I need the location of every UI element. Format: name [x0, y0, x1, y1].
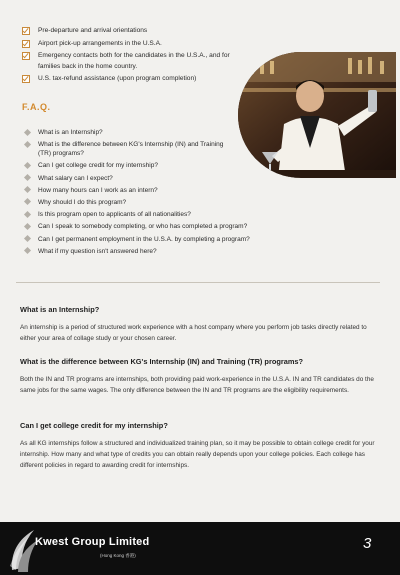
faq-item [24, 210, 354, 219]
faq-item-text: Can I get college credit for my internship? [38, 162, 158, 170]
faq-item-text: Why should I do this program? [38, 198, 127, 206]
answer-section [20, 357, 382, 396]
diamond-bullet-icon [24, 211, 31, 218]
faq-item-text: Can I get permanent employment in the U.S.A. by completing a program? [38, 235, 250, 243]
faq-item-text: What salary can I expect? [38, 174, 113, 182]
checklist-item [22, 26, 237, 37]
checklist-item [22, 39, 237, 50]
diamond-bullet-icon [24, 141, 31, 148]
checklist-item-text: U.S. tax-refund assistance (upon program completion) [38, 75, 197, 82]
faq-item-text: Is this program open to applicants of all nationalities? [38, 211, 191, 219]
answer-section [20, 305, 382, 344]
faq-list [24, 128, 354, 259]
faq-item [24, 222, 354, 231]
faq-item [24, 140, 354, 158]
diamond-bullet-icon [24, 235, 31, 242]
swirl-logo-icon [8, 522, 42, 575]
answer-question: What is the difference between KG's Internship (IN) and Training (TR) programs? [20, 357, 304, 366]
faq-item-text: Can I speak to somebody completing, or who has completed a program? [38, 223, 248, 231]
checklist-item-text: Airport pick-up arrangements in the U.S.A. [38, 39, 162, 47]
diamond-bullet-icon [24, 162, 31, 169]
diamond-bullet-icon [24, 198, 31, 205]
faq-item [24, 128, 354, 137]
services-checklist [22, 26, 237, 87]
answer-text: Both the IN and TR programs are internships, both providing paid work-experience in the U.S.A. IN and TR candidates do the same jobs for the same wages. The only difference between the IN and TR programs are the eligibility requirements. [20, 376, 374, 394]
brand-name: Kwest Group Limited [35, 536, 150, 548]
faq-item [24, 186, 354, 195]
diamond-bullet-icon [24, 174, 31, 181]
faq-item [24, 198, 354, 207]
checkbox-checked-icon [22, 52, 30, 60]
answer-question: Can I get college credit for my internship? [20, 421, 168, 430]
checklist-item [22, 51, 237, 72]
faq-item-text: How many hours can I work as an intern? [38, 186, 158, 194]
checklist-item-text: Emergency contacts both for the candidates in the U.S.A., and for families back in the home country. [38, 52, 230, 70]
brand-subtitle: (Hong Kong 香港) [100, 553, 136, 558]
checkbox-checked-icon [22, 27, 30, 35]
diamond-bullet-icon [24, 186, 31, 193]
answer-text: As all KG internships follow a structured and individualized training plan, so it may be possible to obtain college credit for your internship. How many and what type of credits you can obtain really depends upon your college policies. Each college has different policies in regard to awarding credit for internships. [20, 440, 375, 469]
answer-section [20, 421, 382, 471]
section-divider [16, 282, 380, 283]
answer-question: What is an Internship? [20, 305, 100, 314]
answer-text: An internship is a period of structured work experience with a host company where you perform job tasks directly related to either your area of collage study or your chosen career. [20, 324, 367, 342]
checklist-item [22, 74, 237, 85]
checklist-item-text: Pre-departure and arrival orientations [38, 27, 148, 34]
faq-item-text: What is an Internship? [38, 129, 103, 136]
faq-item [24, 161, 354, 170]
diamond-bullet-icon [24, 247, 31, 254]
page-number: 3 [363, 535, 372, 552]
faq-item-text: What is the difference between KG's Internship (IN) and Training (TR) programs? [38, 141, 224, 158]
faq-item-text: What if my question isn't answered here? [38, 247, 157, 255]
faq-item [24, 235, 354, 244]
faq-item [24, 247, 354, 256]
footer-bar [0, 522, 400, 575]
checkbox-checked-icon [22, 75, 30, 83]
diamond-bullet-icon [24, 223, 31, 230]
faq-item [24, 174, 354, 183]
checkbox-checked-icon [22, 40, 30, 48]
faq-heading: F.A.Q. [22, 102, 51, 112]
diamond-bullet-icon [24, 128, 31, 135]
